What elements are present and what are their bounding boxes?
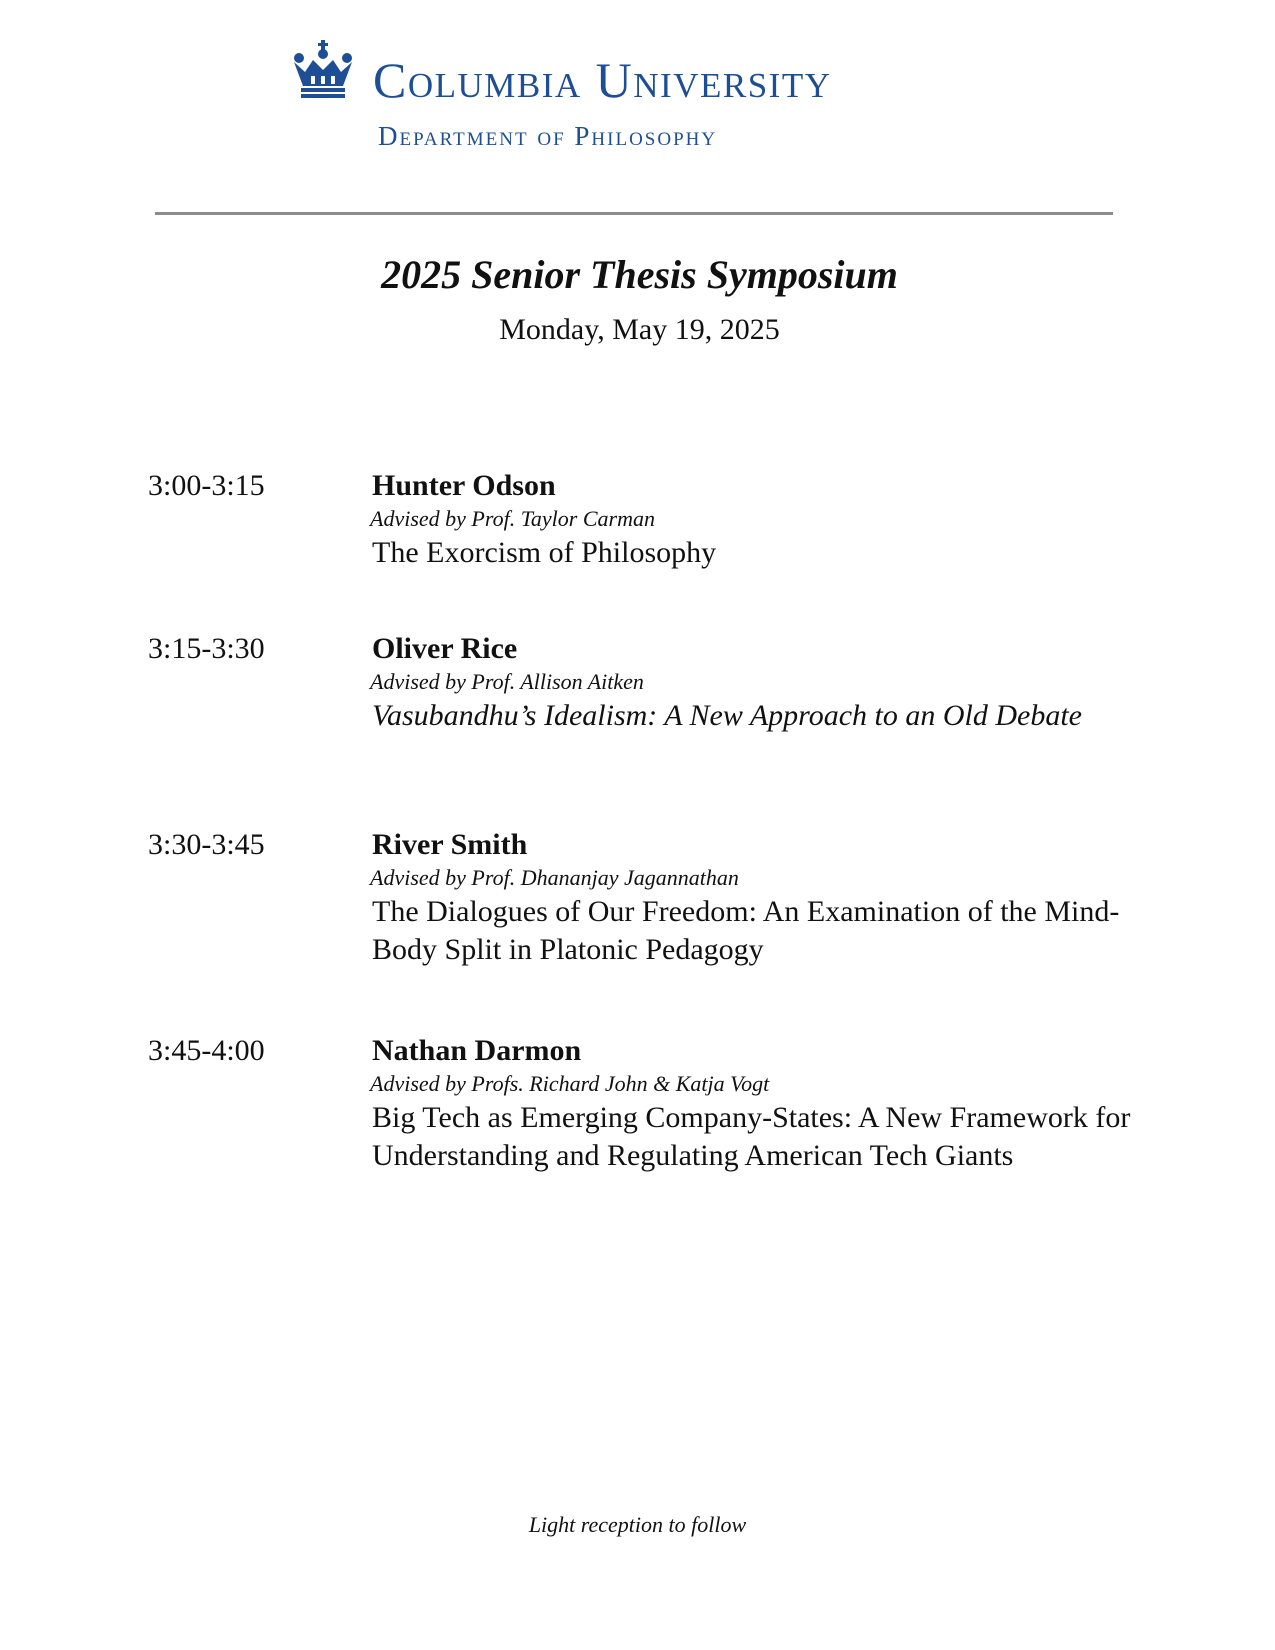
header-divider [155,212,1113,215]
advisor-line: Advised by Prof. Allison Aitken [370,669,644,694]
presenter-name: River Smith [372,828,528,861]
thesis-title: Vasubandhu’s Idealism: A New Approach to an Old Debate [372,699,1082,732]
presentation-info [372,631,1142,735]
event-date [0,312,1275,348]
time-slot: 3:00-3:15 [148,469,265,502]
time-slot: 3:45-4:00 [148,1034,265,1067]
university-name: Columbia University [373,52,832,108]
reception-note: Light reception to follow [528,1512,747,1537]
department-name: Department of Philosophy [378,121,718,151]
advisor-line: Advised by Profs. Richard John & Katja Vogt [370,1071,770,1096]
thesis-title: The Exorcism of Philosophy [372,536,717,569]
advisor-line: Advised by Prof. Taylor Carman [370,506,655,531]
time-slot: 3:30-3:45 [148,828,265,861]
presentation-info [372,468,1142,572]
crown-icon [291,40,355,98]
time-slot: 3:15-3:30 [148,632,265,665]
presentation-info [372,1033,1142,1175]
thesis-title: Big Tech as Emerging Company-States: A New Framework for Understanding and Regulating American Tech Giants [372,1101,1131,1172]
presentation-info [372,827,1142,969]
presenter-name: Oliver Rice [372,632,518,665]
advisor-line: Advised by Prof. Dhananjay Jagannathan [370,865,739,890]
presenter-name: Nathan Darmon [372,1034,582,1067]
thesis-title: The Dialogues of Our Freedom: An Examination of the Mind-Body Split in Platonic Pedagogy [372,895,1120,966]
presenter-name: Hunter Odson [372,469,556,502]
event-title [0,250,1275,300]
event-date-text: Monday, May 19, 2025 [499,313,780,346]
event-title-text: 2025 Senior Thesis Symposium [381,252,898,297]
